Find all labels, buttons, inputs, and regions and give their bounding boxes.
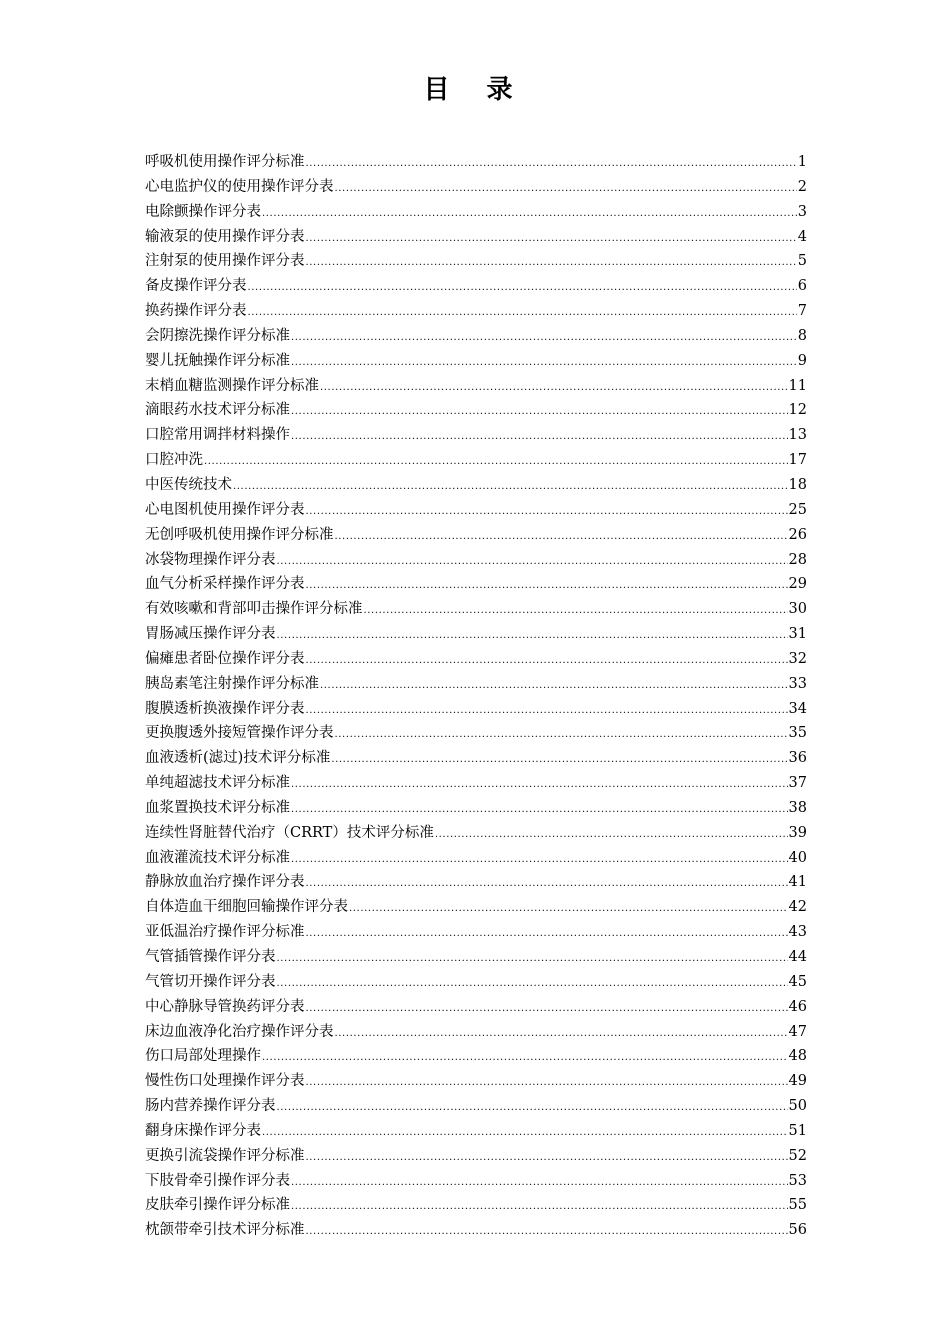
toc-entry-title: 翻身床操作评分表	[145, 1122, 261, 1139]
toc-page-number: 38	[788, 799, 807, 816]
toc-page-number: 45	[788, 973, 807, 990]
toc-entry-title: 冰袋物理操作评分表	[145, 551, 276, 568]
toc-dot-leader	[349, 904, 788, 914]
toc-entry[interactable]	[145, 249, 807, 274]
toc-dot-leader	[291, 805, 788, 815]
toc-page-number: 11	[788, 377, 807, 394]
toc-page-number: 52	[788, 1147, 807, 1164]
toc-page-number: 12	[788, 402, 807, 419]
toc-dot-leader	[435, 830, 788, 840]
toc-dot-leader	[291, 432, 788, 442]
toc-dot-leader	[306, 706, 788, 716]
toc-entry[interactable]	[145, 299, 807, 324]
toc-page-number: 3	[797, 203, 807, 220]
toc-entry[interactable]	[145, 920, 807, 945]
toc-entry-title: 伤口局部处理操作	[145, 1048, 261, 1065]
toc-entry[interactable]	[145, 622, 807, 647]
toc-entry[interactable]	[145, 274, 807, 299]
toc-entry-title: 呼吸机使用操作评分标准	[145, 154, 305, 170]
toc-dot-leader	[306, 1227, 788, 1237]
toc-entry[interactable]	[145, 1144, 807, 1169]
toc-page-number: 17	[788, 452, 807, 469]
toc-dot-leader	[248, 308, 797, 318]
toc-dot-leader	[331, 755, 787, 765]
toc-entry[interactable]	[145, 597, 807, 622]
toc-page-number: 51	[788, 1122, 807, 1139]
toc-entry-title: 心电监护仪的使用操作评分表	[145, 178, 334, 195]
toc-entry-title: 备皮操作评分表	[145, 278, 247, 295]
toc-page-number: 44	[788, 949, 807, 965]
toc-entry-title: 慢性伤口处理操作评分表	[145, 1073, 305, 1090]
toc-entry[interactable]	[145, 498, 807, 523]
toc-page-number: 43	[788, 924, 807, 941]
toc-entry-title: 更换腹透外接短管操作评分表	[145, 725, 334, 742]
toc-dot-leader	[306, 656, 788, 666]
toc-page-number: 47	[788, 1023, 807, 1040]
toc-dot-leader	[306, 234, 797, 244]
toc-page-number: 36	[788, 750, 807, 767]
toc-page-number: 35	[788, 725, 807, 742]
toc-page-number: 26	[788, 526, 807, 543]
toc-page-number: 31	[788, 626, 807, 643]
toc-dot-leader	[262, 1053, 788, 1063]
toc-entry-title: 注射泵的使用操作评分表	[145, 253, 305, 270]
toc-page-number: 53	[788, 1172, 807, 1189]
toc-dot-leader	[291, 333, 797, 343]
toc-dot-leader	[277, 557, 788, 567]
toc-entry[interactable]	[145, 945, 807, 970]
toc-entry-title: 单纯超滤技术评分标准	[145, 775, 290, 792]
toc-dot-leader	[277, 631, 788, 641]
toc-dot-leader	[277, 954, 788, 964]
toc-dot-leader	[291, 1202, 788, 1212]
toc-entry[interactable]	[145, 175, 807, 200]
toc-page-number: 25	[788, 501, 807, 518]
toc-entry-title: 末梢血糖监测操作评分标准	[145, 377, 319, 394]
toc-dot-leader	[306, 159, 797, 169]
toc-entry[interactable]	[145, 821, 807, 846]
toc-page-number: 6	[797, 278, 807, 295]
toc-entry[interactable]	[145, 672, 807, 697]
toc-entry-title: 亚低温治疗操作评分标准	[145, 924, 305, 941]
toc-entry-title: 肠内营养操作评分表	[145, 1098, 276, 1115]
toc-entry-title: 中心静脉导管换药评分表	[145, 998, 305, 1015]
toc-entry-title: 中医传统技术	[145, 476, 232, 493]
toc-dot-leader	[277, 1103, 788, 1113]
toc-entry-title: 滴眼药水技术评分标准	[145, 402, 290, 419]
toc-page-number: 7	[797, 303, 807, 320]
toc-dot-leader	[306, 258, 797, 268]
toc-page-number: 48	[788, 1048, 807, 1065]
toc-entry-title: 无创呼吸机使用操作评分标准	[145, 526, 334, 543]
toc-entry-title: 胃肠减压操作评分表	[145, 626, 276, 643]
toc-entry[interactable]	[145, 721, 807, 746]
toc-dot-leader	[291, 1178, 788, 1188]
toc-page-number: 2	[797, 178, 807, 195]
toc-entry[interactable]	[145, 473, 807, 498]
toc-entry[interactable]	[145, 448, 807, 473]
toc-entry[interactable]	[145, 150, 807, 175]
toc-dot-leader	[262, 1128, 788, 1138]
toc-entry[interactable]	[145, 796, 807, 821]
toc-entry[interactable]	[145, 1094, 807, 1119]
toc-dot-leader	[291, 855, 788, 865]
toc-entry-title: 换药操作评分表	[145, 303, 247, 320]
toc-dot-leader	[277, 979, 788, 989]
toc-page-number: 18	[788, 476, 807, 493]
toc-page-number: 5	[797, 253, 807, 270]
toc-dot-leader	[291, 780, 788, 790]
toc-entry[interactable]	[145, 1193, 807, 1218]
toc-entry-title: 血液透析(滤过)技术评分标准	[145, 750, 331, 767]
toc-dot-leader	[233, 482, 788, 492]
toc-page-number: 40	[788, 849, 807, 866]
toc-dot-leader	[335, 184, 797, 194]
toc-entry-title: 腹膜透析换液操作评分表	[145, 700, 305, 717]
toc-dot-leader	[306, 581, 788, 591]
toc-entry-title: 口腔常用调拌材料操作	[145, 427, 290, 444]
toc-page-number: 50	[788, 1098, 807, 1115]
toc-entry-title: 电除颤操作评分表	[145, 203, 261, 220]
toc-dot-leader	[335, 1029, 788, 1039]
table-of-contents	[145, 150, 807, 1243]
toc-entry-title: 枕颌带牵引技术评分标准	[145, 1222, 305, 1239]
toc-entry[interactable]	[145, 423, 807, 448]
toc-entry[interactable]	[145, 970, 807, 995]
page-title: 目 录	[423, 75, 527, 106]
toc-dot-leader	[335, 730, 788, 740]
toc-dot-leader	[262, 209, 797, 219]
toc-dot-leader	[291, 358, 797, 368]
toc-entry-title: 血液灌流技术评分标准	[145, 849, 290, 866]
toc-page-number: 46	[788, 998, 807, 1015]
toc-page-number: 9	[797, 352, 807, 369]
toc-entry-title: 血浆置换技术评分标准	[145, 799, 290, 816]
toc-page-number: 4	[797, 228, 807, 245]
toc-page-number: 30	[788, 601, 807, 618]
toc-dot-leader	[320, 681, 788, 691]
toc-entry[interactable]	[145, 548, 807, 573]
toc-page-number: 29	[788, 576, 807, 593]
toc-entry[interactable]	[145, 200, 807, 225]
toc-entry-title: 心电图机使用操作评分表	[145, 501, 305, 518]
toc-entry-title: 自体造血干细胞回输操作评分表	[145, 899, 348, 916]
toc-page-number: 32	[788, 650, 807, 667]
toc-page-number: 56	[788, 1222, 807, 1239]
toc-page-number: 55	[788, 1197, 807, 1214]
toc-entry-title: 更换引流袋操作评分标准	[145, 1147, 305, 1164]
toc-dot-leader	[306, 879, 788, 889]
toc-entry-title: 胰岛素笔注射操作评分标准	[145, 675, 319, 692]
toc-page-number: 33	[788, 675, 807, 692]
toc-dot-leader	[306, 507, 788, 517]
toc-entry[interactable]	[145, 846, 807, 871]
toc-entry[interactable]	[145, 1020, 807, 1045]
toc-page-number: 42	[788, 899, 807, 916]
toc-dot-leader	[306, 1004, 788, 1014]
toc-entry-title: 偏瘫患者卧位操作评分表	[145, 650, 305, 667]
toc-entry-title: 床边血液净化治疗操作评分表	[145, 1023, 334, 1040]
toc-entry[interactable]	[145, 374, 807, 399]
toc-entry-title: 有效咳嗽和背部叩击操作评分标准	[145, 601, 363, 618]
toc-entry[interactable]	[145, 398, 807, 423]
toc-entry[interactable]	[145, 1044, 807, 1069]
toc-entry-title: 气管切开操作评分表	[145, 973, 276, 990]
toc-entry[interactable]	[145, 324, 807, 349]
toc-entry[interactable]	[145, 746, 807, 771]
toc-page-number: 39	[788, 824, 807, 841]
toc-page-number: 41	[788, 874, 807, 891]
toc-dot-leader	[204, 457, 788, 467]
toc-dot-leader	[306, 929, 788, 939]
toc-entry-title: 输液泵的使用操作评分表	[145, 228, 305, 245]
toc-dot-leader	[335, 532, 788, 542]
toc-entry[interactable]	[145, 771, 807, 796]
toc-page-number: 49	[788, 1073, 807, 1090]
toc-entry-title: 连续性肾脏替代治疗（CRRT）技术评分标准	[145, 824, 434, 841]
toc-entry-title: 血气分析采样操作评分表	[145, 576, 305, 593]
toc-page-number: 13	[788, 427, 807, 444]
toc-entry[interactable]	[145, 349, 807, 374]
toc-page-number: 28	[788, 551, 807, 568]
toc-page-number: 34	[788, 700, 807, 717]
toc-entry[interactable]	[145, 697, 807, 722]
toc-entry-title: 婴儿抚触操作评分标准	[145, 352, 290, 369]
toc-page-number: 8	[797, 327, 807, 344]
toc-entry[interactable]	[145, 225, 807, 250]
toc-entry[interactable]	[145, 1069, 807, 1094]
toc-entry[interactable]	[145, 1119, 807, 1144]
toc-entry[interactable]	[145, 1169, 807, 1194]
toc-entry[interactable]	[145, 523, 807, 548]
toc-entry[interactable]	[145, 895, 807, 920]
toc-entry-title: 皮肤牵引操作评分标准	[145, 1197, 290, 1214]
toc-entry-title: 下肢骨牵引操作评分表	[145, 1172, 290, 1189]
toc-page-number: 1	[797, 154, 807, 170]
toc-entry[interactable]	[145, 1218, 807, 1243]
toc-dot-leader	[291, 407, 788, 417]
toc-page-number: 37	[788, 775, 807, 792]
toc-dot-leader	[364, 606, 788, 616]
toc-dot-leader	[306, 1153, 788, 1163]
toc-entry[interactable]	[145, 572, 807, 597]
toc-entry-title: 口腔冲洗	[145, 452, 203, 469]
toc-entry[interactable]	[145, 647, 807, 672]
toc-entry[interactable]	[145, 870, 807, 895]
toc-dot-leader	[320, 383, 788, 393]
toc-dot-leader	[248, 283, 797, 293]
toc-entry-title: 会阴擦洗操作评分标准	[145, 327, 290, 344]
toc-dot-leader	[306, 1078, 788, 1088]
toc-entry[interactable]	[145, 995, 807, 1020]
toc-entry-title: 静脉放血治疗操作评分表	[145, 874, 305, 891]
toc-entry-title: 气管插管操作评分表	[145, 949, 276, 965]
